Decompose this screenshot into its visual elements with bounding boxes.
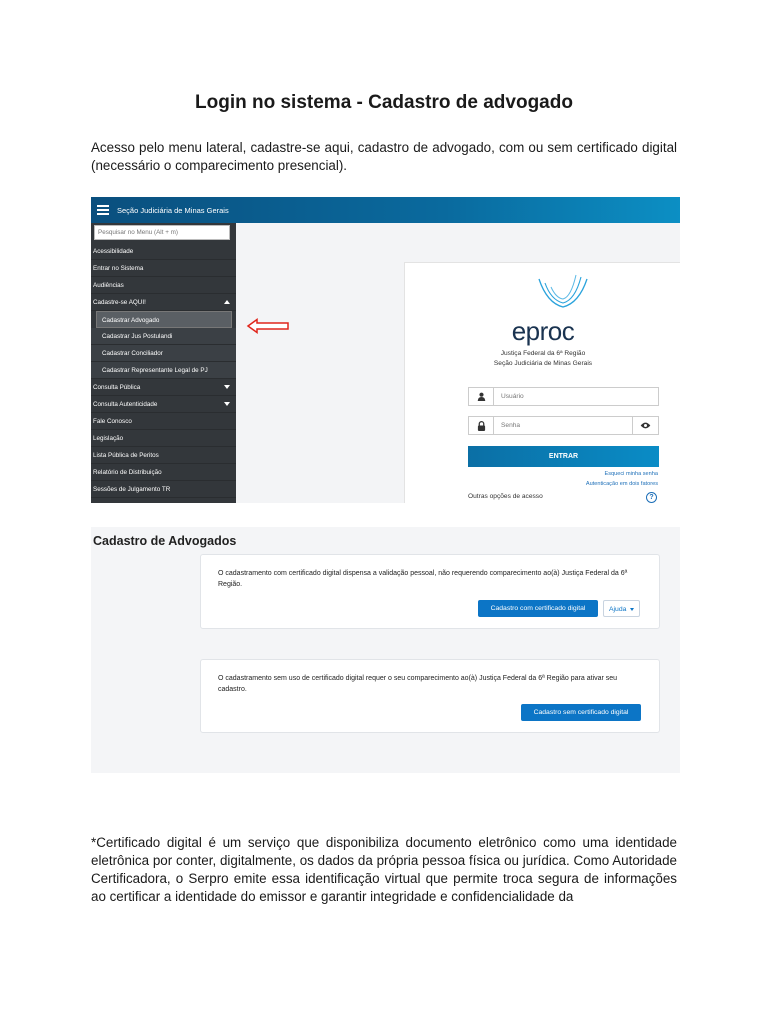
help-circle-icon[interactable]: ? bbox=[646, 492, 657, 503]
sidebar-item-cadastrar-representante[interactable]: Cadastrar Representante Legal de PJ bbox=[91, 362, 236, 379]
login-card bbox=[404, 262, 680, 503]
user-icon bbox=[469, 388, 494, 405]
menu-hamburger-icon[interactable] bbox=[97, 205, 109, 215]
sidebar-item-label: Consulta Pública bbox=[93, 384, 141, 391]
eproc-login-screenshot bbox=[91, 197, 680, 503]
footnote-paragraph: *Certificado digital é um serviço que disponibiliza documento eletrônico como uma identidade eletrônica por conter, digitalmente, os dados da própria pessoa física ou jurídica. Como Autoridade Certificadora, o Serpro emite essa identificação virtual que permite troca segura de informações ao certificar a identidade do emissor e garantir integridade e confidencialidade da bbox=[91, 835, 677, 904]
sidebar-item-sessoes[interactable]: Sessões de Julgamento TR bbox=[91, 481, 236, 498]
enter-button[interactable]: ENTRAR bbox=[468, 446, 659, 467]
sidebar-item-relatorio[interactable]: Relatório de Distribuição bbox=[91, 464, 236, 481]
sidebar-menu bbox=[91, 243, 236, 498]
sidebar-item-lista-peritos[interactable]: Lista Pública de Peritos bbox=[91, 447, 236, 464]
cadastro-title: Cadastro de Advogados bbox=[93, 534, 237, 548]
top-bar bbox=[91, 197, 680, 223]
sidebar-item-cadastrar-advogado[interactable]: Cadastrar Advogado bbox=[96, 311, 232, 328]
sidebar-item-cadastrar-conciliador[interactable]: Cadastrar Conciliador bbox=[91, 345, 236, 362]
chevron-down-icon bbox=[224, 385, 230, 389]
help-dropdown-button[interactable] bbox=[603, 600, 640, 617]
intro-paragraph: Acesso pelo menu lateral, cadastre-se aqui, cadastro de advogado, com ou sem certificado digital (necessário o comparecimento presencial). bbox=[91, 140, 677, 173]
register-with-certificate-button[interactable]: Cadastro com certificado digital bbox=[478, 600, 598, 617]
eye-icon[interactable] bbox=[632, 417, 658, 434]
card-without-certificate-text: O cadastramento sem uso de certificado digital requer o seu comparecimento ao(à) Justiça Federal da 6ª Região para ativar seu cadastro. bbox=[218, 675, 618, 693]
username-placeholder: Usuário bbox=[501, 393, 524, 400]
document-title: Login no sistema - Cadastro de advogado bbox=[195, 92, 573, 113]
sidebar-item-label: Consulta Autenticidade bbox=[93, 401, 158, 408]
sidebar-item-acessibilidade[interactable]: Acessibilidade bbox=[91, 243, 236, 260]
sidebar-item-cadastre[interactable] bbox=[91, 294, 236, 311]
register-without-certificate-button[interactable]: Cadastro sem certificado digital bbox=[521, 704, 641, 721]
org-line-2: Seção Judiciária de Minas Gerais bbox=[493, 360, 593, 367]
main-area bbox=[236, 223, 680, 503]
sidebar-item-legislacao[interactable]: Legislação bbox=[91, 430, 236, 447]
username-field[interactable] bbox=[468, 387, 659, 406]
eproc-brand: eproc bbox=[511, 316, 575, 346]
forgot-password-link[interactable]: Esqueci minha senha bbox=[604, 471, 658, 477]
chevron-up-icon bbox=[224, 300, 230, 304]
sidebar-item-consulta-autenticidade[interactable] bbox=[91, 396, 236, 413]
sidebar-item-entrar[interactable]: Entrar no Sistema bbox=[91, 260, 236, 277]
org-line-1: Justiça Federal da 6ª Região bbox=[500, 350, 586, 357]
card-with-certificate bbox=[200, 554, 660, 629]
eproc-logo-icon bbox=[533, 273, 593, 317]
red-arrow-icon bbox=[246, 318, 290, 334]
sidebar bbox=[91, 223, 236, 503]
lock-icon bbox=[469, 417, 494, 434]
card-with-certificate-text: O cadastramento com certificado digital dispensa a validação pessoal, não requerendo comparecimento ao(à) Justiça Federal da 6ª Região. bbox=[218, 570, 628, 588]
sidebar-item-label: Cadastre-se AQUI! bbox=[93, 299, 146, 306]
sidebar-item-fale-conosco[interactable]: Fale Conosco bbox=[91, 413, 236, 430]
password-placeholder: Senha bbox=[501, 422, 521, 429]
chevron-down-icon bbox=[224, 402, 230, 406]
card-without-certificate bbox=[200, 659, 660, 733]
help-dropdown-label: Ajuda bbox=[609, 606, 627, 613]
two-factor-link[interactable]: Autenticação em dois fatores bbox=[585, 481, 658, 487]
sidebar-item-audiencias[interactable]: Audiências bbox=[91, 277, 236, 294]
other-access-options[interactable]: Outras opções de acesso bbox=[468, 493, 543, 500]
sidebar-item-consulta-publica[interactable] bbox=[91, 379, 236, 396]
topbar-title: Seção Judiciária de Minas Gerais bbox=[117, 205, 229, 215]
cadastro-advogados-screenshot bbox=[91, 527, 680, 773]
chevron-down-icon bbox=[630, 608, 634, 611]
menu-search-input[interactable]: Pesquisar no Menu (Alt + m) bbox=[94, 225, 230, 240]
password-field[interactable] bbox=[468, 416, 659, 435]
sidebar-item-cadastrar-jus-postulandi[interactable]: Cadastrar Jus Postulandi bbox=[91, 328, 236, 345]
